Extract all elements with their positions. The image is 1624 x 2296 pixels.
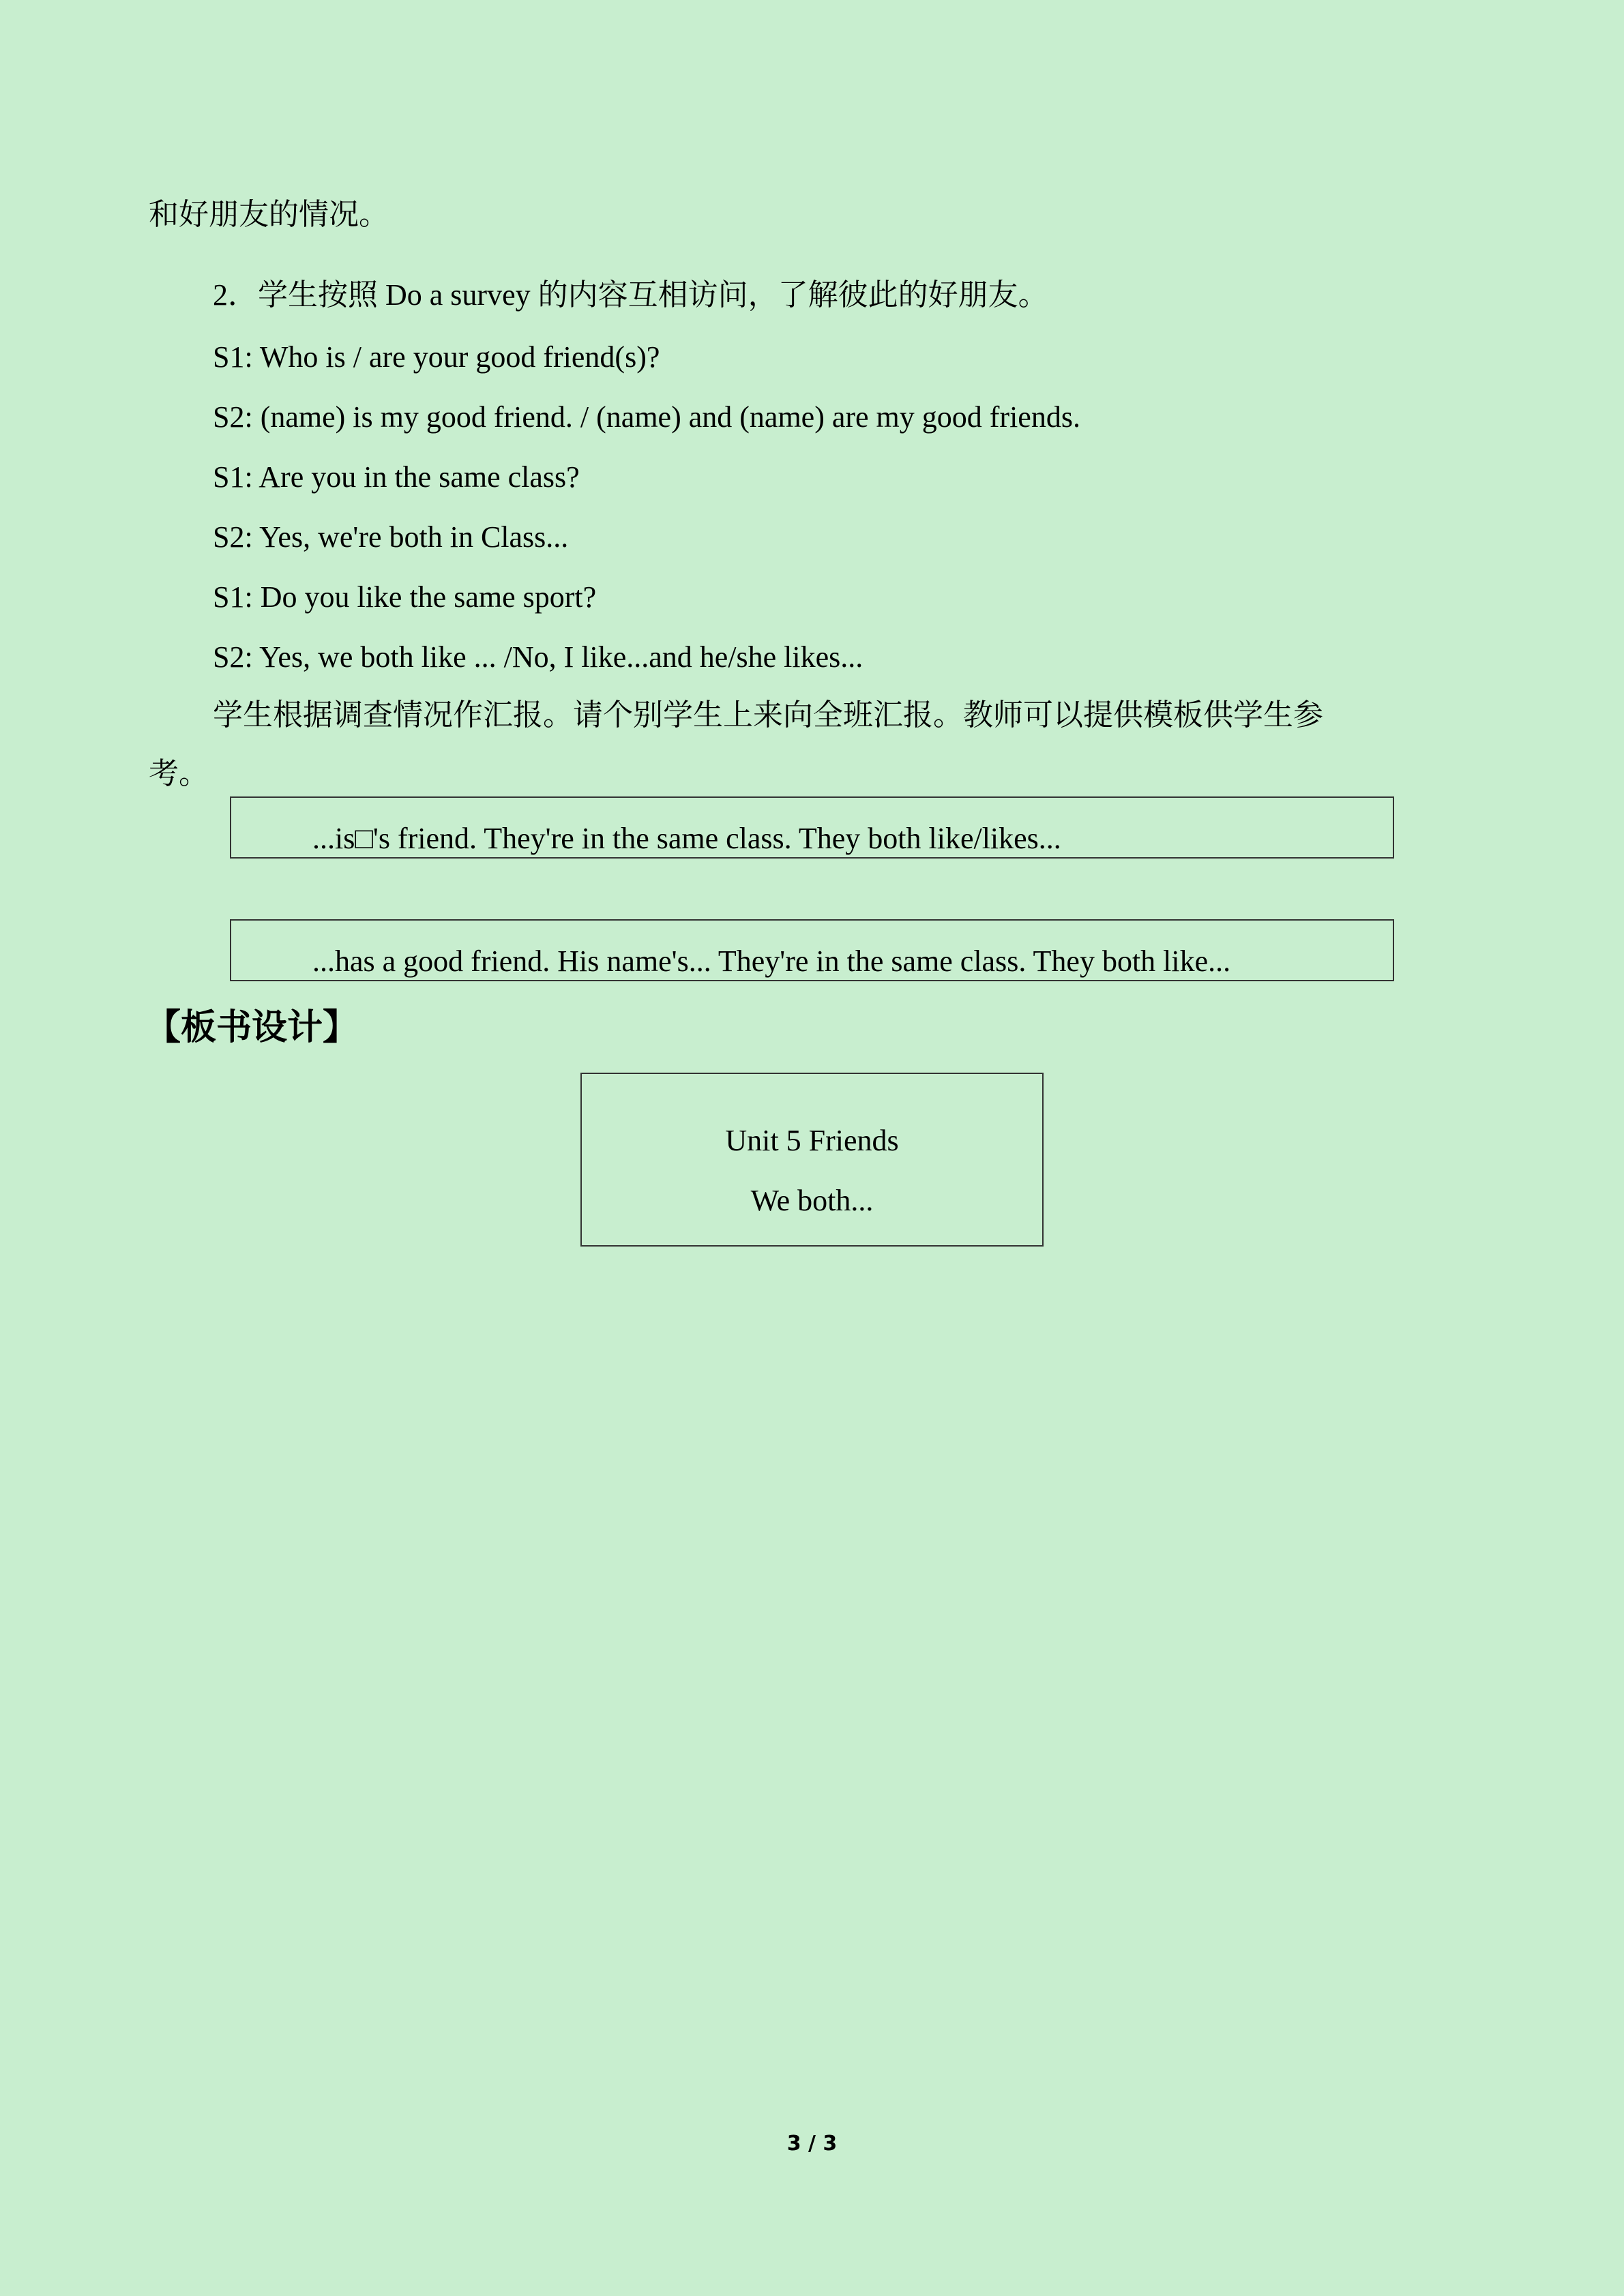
dialogue-line-3: S1: Are you in the same class?: [213, 460, 580, 494]
text-line-continuation: 和好朋友的情况。: [149, 198, 389, 231]
template-box-1: [230, 796, 1394, 859]
board-line: We both...: [750, 1184, 874, 1217]
template-text-1: ...is□'s friend. They're in the same class. They both like/likes...: [312, 822, 1061, 855]
page-number: 3 / 3: [786, 2132, 838, 2156]
board-design-box: [580, 1073, 1044, 1247]
template-text-2: ...has a good friend. His name's... They're in the same class. They both like...: [312, 944, 1231, 978]
text-line-step-2: 2．学生按照 Do a survey 的内容互相访问，了解彼此的好朋友。: [213, 278, 1048, 312]
section-heading-board-design: 【板书设计】: [145, 1009, 359, 1047]
dialogue-line-2: S2: (name) is my good friend. / (name) and (name) are my good friends.: [213, 400, 1080, 434]
dialogue-line-6: S2: Yes, we both like ... /No, I like...and he/she likes...: [213, 640, 863, 674]
report-instruction-continuation: 考。: [149, 757, 209, 790]
dialogue-line-4: S2: Yes, we're both in Class...: [213, 520, 569, 554]
report-instruction: 学生根据调查情况作汇报。请个别学生上来向全班汇报。教师可以提供模板供学生参: [213, 698, 1323, 732]
template-box-2: [230, 919, 1394, 981]
board-title: Unit 5 Friends: [725, 1124, 899, 1157]
dialogue-line-1: S1: Who is / are your good friend(s)?: [213, 340, 660, 374]
dialogue-line-5: S1: Do you like the same sport?: [213, 580, 597, 614]
